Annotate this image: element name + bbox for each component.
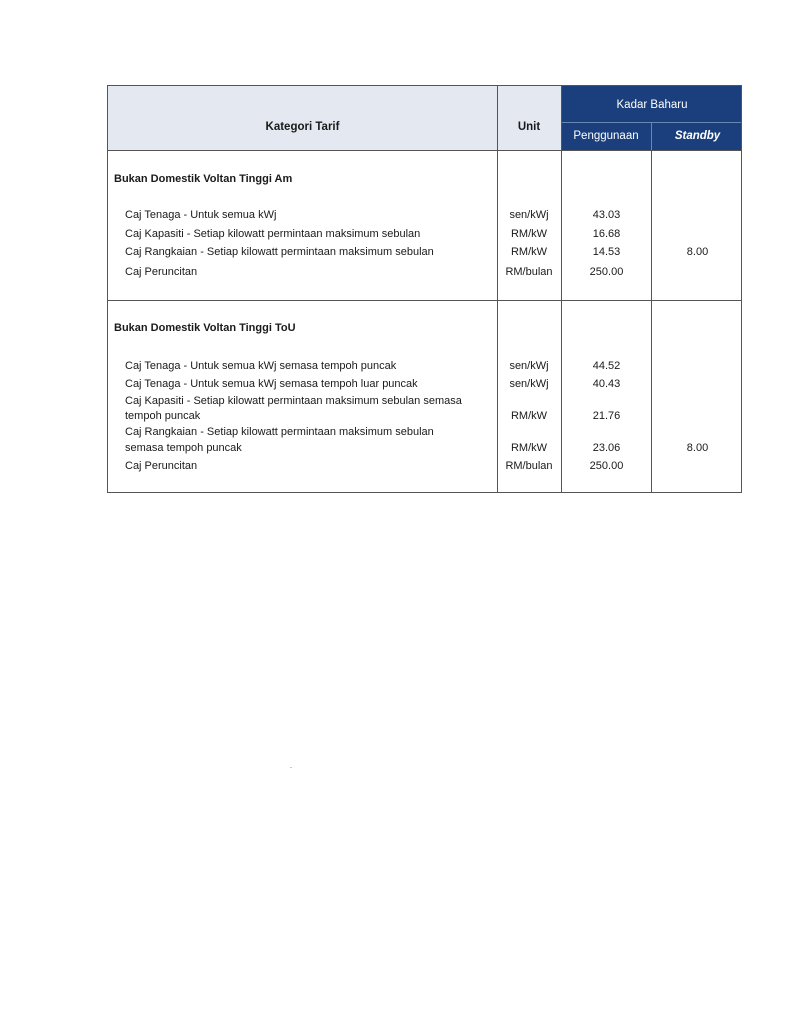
row-usage: 43.03 [592,209,621,221]
row-label-line1: Caj Rangkaian - Setiap kilowatt permintaan maksimum sebulan [125,426,434,438]
column-divider-usage [561,86,562,492]
row-standby: 8.00 [686,246,709,258]
row-unit: RM/kW [510,246,548,258]
tariff-table [107,85,742,493]
row-label: Caj Kapasiti - Setiap kilowatt permintaan maksimum sebulan [125,228,421,240]
row-unit: RM/kW [510,442,548,454]
row-usage: 250.00 [589,266,624,278]
row-unit: sen/kWj [509,378,549,390]
row-usage: 16.68 [592,228,621,240]
row-unit: RM/kW [510,228,548,240]
section-title: Bukan Domestik Voltan Tinggi ToU [114,322,296,334]
row-unit: RM/kW [510,410,548,422]
scan-speck [290,767,292,768]
row-label-line2: tempoh puncak [125,410,201,422]
row-unit: RM/bulan [505,266,553,278]
header-new-rate: Kadar Baharu [616,99,688,111]
row-label-line2: semasa tempoh puncak [125,442,242,454]
row-label: Caj Tenaga - Untuk semua kWj [125,209,277,221]
row-unit: sen/kWj [509,360,549,372]
header-background [108,86,561,150]
row-label: Caj Peruncitan [125,460,198,472]
row-unit: RM/bulan [505,460,553,472]
row-label: Caj Rangkaian - Setiap kilowatt permintaan maksimum sebulan [125,246,434,258]
row-usage: 23.06 [592,442,621,454]
row-usage: 21.76 [592,410,621,422]
row-label: Caj Tenaga - Untuk semua kWj semasa tempoh luar puncak [125,378,418,390]
header-unit: Unit [517,121,541,133]
row-usage: 14.53 [592,246,621,258]
row-label: Caj Tenaga - Untuk semua kWj semasa tempoh puncak [125,360,397,372]
row-standby: 8.00 [686,442,709,454]
header-usage: Penggunaan [573,130,639,142]
row-usage: 40.43 [592,378,621,390]
row-label-line1: Caj Kapasiti - Setiap kilowatt permintaan maksimum sebulan semasa [125,395,462,407]
section-title: Bukan Domestik Voltan Tinggi Am [114,173,293,185]
header-category: Kategori Tarif [265,121,340,133]
row-unit: sen/kWj [509,209,549,221]
row-label: Caj Peruncitan [125,266,198,278]
header-standby: Standby [674,130,721,142]
row-usage: 250.00 [589,460,624,472]
column-divider-unit [497,86,498,492]
row-usage: 44.52 [592,360,621,372]
header-bottom-line [108,150,741,151]
section-divider [108,300,741,301]
